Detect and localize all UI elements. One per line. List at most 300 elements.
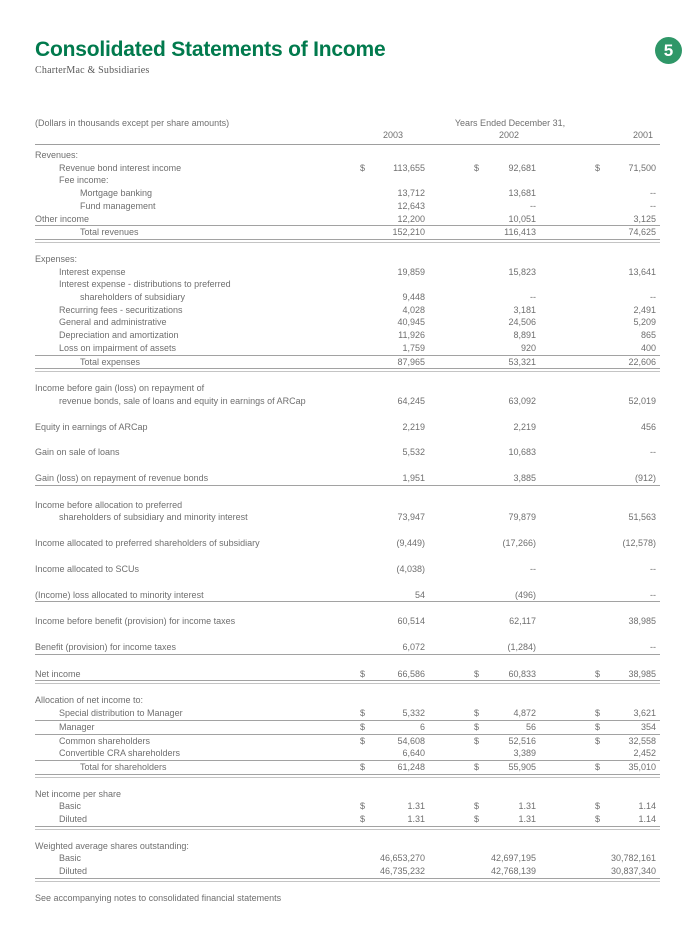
row-values bbox=[360, 356, 660, 369]
value-cell bbox=[595, 668, 656, 681]
table-row bbox=[35, 316, 660, 329]
table-rows bbox=[35, 149, 660, 879]
dollar-sign: $ bbox=[360, 162, 366, 173]
dollar-sign: $ bbox=[595, 735, 601, 746]
value-cell bbox=[474, 721, 536, 734]
row-label: Diluted bbox=[59, 866, 88, 877]
row-values bbox=[360, 266, 660, 279]
table-row bbox=[35, 615, 660, 628]
row-label: Fee income: bbox=[59, 175, 109, 186]
value-cell bbox=[360, 446, 425, 459]
cell-value: 2,219 bbox=[513, 421, 536, 432]
cell-value: 920 bbox=[520, 342, 536, 353]
value-cell bbox=[360, 226, 425, 239]
page-title: Consolidated Statements of Income bbox=[35, 38, 386, 61]
value-cell bbox=[360, 813, 425, 826]
row-values bbox=[360, 800, 660, 813]
table-row bbox=[35, 356, 660, 370]
value-cell bbox=[360, 187, 425, 200]
value-cell bbox=[360, 735, 425, 748]
dollar-sign: $ bbox=[360, 801, 366, 812]
table-row bbox=[35, 162, 660, 175]
dollar-sign: $ bbox=[595, 668, 601, 679]
cell-value: 1.31 bbox=[407, 801, 425, 812]
page-number: 5 bbox=[663, 40, 674, 60]
row-values bbox=[360, 329, 660, 342]
value-cell bbox=[595, 641, 656, 654]
value-cell bbox=[595, 162, 656, 175]
row-values bbox=[360, 641, 660, 654]
row-values bbox=[360, 304, 660, 317]
table-header-row bbox=[35, 118, 660, 129]
cell-value: 30,837,340 bbox=[610, 866, 656, 877]
cell-value: -- bbox=[650, 589, 656, 600]
dollar-sign: $ bbox=[474, 162, 480, 173]
row-values bbox=[360, 865, 660, 878]
cell-value: 3,181 bbox=[513, 304, 536, 315]
value-cell bbox=[595, 747, 656, 760]
row-values bbox=[360, 342, 660, 355]
dollar-sign: $ bbox=[360, 761, 366, 772]
table-row bbox=[35, 499, 660, 512]
row-label: Income before allocation to preferred bbox=[35, 499, 183, 510]
row-label: Fund management bbox=[80, 200, 156, 211]
dollar-sign: $ bbox=[474, 735, 480, 746]
row-label: Special distribution to Manager bbox=[59, 708, 183, 719]
value-cell bbox=[474, 852, 536, 865]
row-values bbox=[360, 213, 660, 226]
year-column-header-2003: 2003 bbox=[382, 130, 403, 140]
row-label: revenue bonds, sale of loans and equity in earnings of ARCap bbox=[59, 395, 306, 406]
cell-value: 53,321 bbox=[508, 356, 536, 367]
value-cell bbox=[474, 615, 536, 628]
row-label: Total expenses bbox=[80, 356, 141, 367]
cell-value: 60,833 bbox=[508, 668, 536, 679]
row-values bbox=[360, 707, 660, 720]
cell-value: 3,885 bbox=[513, 473, 536, 484]
value-cell bbox=[360, 316, 425, 329]
row-label: Income before gain (loss) on repayment of bbox=[35, 383, 205, 394]
cell-value: 11,926 bbox=[398, 330, 425, 341]
cell-value: 10,051 bbox=[508, 213, 536, 224]
row-label: Income allocated to SCUs bbox=[35, 563, 140, 574]
cell-value: 56 bbox=[525, 721, 536, 732]
value-cell bbox=[474, 446, 536, 459]
cell-value: 35,010 bbox=[628, 761, 656, 772]
dollar-sign: $ bbox=[360, 708, 366, 719]
cell-value: 87,965 bbox=[397, 356, 425, 367]
value-cell bbox=[360, 213, 425, 226]
cell-value: 51,563 bbox=[628, 512, 656, 523]
row-label: (Income) loss allocated to minority interest bbox=[35, 589, 204, 600]
table-row bbox=[35, 813, 660, 827]
table-row bbox=[35, 852, 660, 865]
cell-value: (4,038) bbox=[396, 563, 425, 574]
table-row bbox=[35, 761, 660, 775]
value-cell bbox=[474, 511, 536, 524]
table-row bbox=[35, 304, 660, 317]
value-cell bbox=[474, 472, 536, 485]
cell-value: 116,413 bbox=[504, 227, 536, 238]
dollar-sign: $ bbox=[595, 721, 601, 732]
cell-value: (12,578) bbox=[622, 538, 656, 549]
period-header: Years Ended December 31, bbox=[454, 118, 566, 128]
cell-value: 152,210 bbox=[392, 227, 425, 238]
cell-value: 62,117 bbox=[509, 616, 536, 627]
row-label: Basic bbox=[59, 801, 82, 812]
value-cell bbox=[595, 304, 656, 317]
value-cell bbox=[360, 721, 425, 734]
table-row bbox=[35, 278, 660, 291]
cell-value: 12,643 bbox=[397, 200, 425, 211]
row-values bbox=[360, 747, 660, 760]
cell-value: 60,514 bbox=[397, 616, 425, 627]
value-cell bbox=[474, 316, 536, 329]
cell-value: 10,683 bbox=[508, 447, 536, 458]
value-cell bbox=[360, 707, 425, 720]
value-cell bbox=[474, 304, 536, 317]
dollar-sign: $ bbox=[474, 801, 480, 812]
table-row bbox=[35, 840, 660, 853]
cell-value: 61,248 bbox=[397, 761, 425, 772]
year-column-header-2001: 2001 bbox=[632, 130, 653, 140]
cell-value: 5,209 bbox=[633, 317, 656, 328]
table-row bbox=[35, 800, 660, 813]
row-label: Total for shareholders bbox=[80, 761, 167, 772]
table-row bbox=[35, 200, 660, 213]
cell-value: 1.14 bbox=[638, 814, 656, 825]
cell-value: 456 bbox=[640, 421, 656, 432]
value-cell bbox=[360, 472, 425, 485]
cell-value: 71,500 bbox=[628, 162, 656, 173]
row-label: Interest expense - distributions to preferred bbox=[59, 279, 231, 290]
table-row bbox=[35, 589, 660, 603]
table-row bbox=[35, 472, 660, 486]
row-label: Gain on sale of loans bbox=[35, 447, 120, 458]
year-header-row bbox=[35, 129, 660, 145]
dollar-sign: $ bbox=[595, 162, 601, 173]
cell-value: 6 bbox=[419, 721, 425, 732]
page-header bbox=[35, 38, 682, 76]
value-cell bbox=[595, 721, 656, 734]
table-row bbox=[35, 446, 660, 459]
cell-value: 9,448 bbox=[402, 292, 425, 303]
row-values bbox=[360, 316, 660, 329]
cell-value: -- bbox=[650, 563, 656, 574]
dollar-sign: $ bbox=[474, 708, 480, 719]
cell-value: 24,506 bbox=[508, 317, 536, 328]
cell-value: 1,759 bbox=[402, 342, 425, 353]
value-cell bbox=[595, 329, 656, 342]
row-label: Basic bbox=[59, 853, 82, 864]
value-cell bbox=[474, 395, 536, 408]
table-row bbox=[35, 735, 660, 748]
cell-value: (17,266) bbox=[502, 538, 536, 549]
row-label: Diluted bbox=[59, 814, 88, 825]
year-header-spacer bbox=[35, 129, 338, 142]
table-row bbox=[35, 721, 660, 735]
income-statement-table bbox=[35, 118, 660, 903]
row-label: Weighted average shares outstanding: bbox=[35, 840, 189, 851]
row-values bbox=[360, 852, 660, 865]
table-row bbox=[35, 342, 660, 356]
cell-value: 30,782,161 bbox=[610, 853, 656, 864]
year-column-header-2002: 2002 bbox=[498, 130, 519, 140]
value-cell bbox=[474, 356, 536, 369]
value-cell bbox=[474, 329, 536, 342]
row-values bbox=[360, 761, 660, 774]
cell-value: 46,653,270 bbox=[379, 853, 425, 864]
row-values bbox=[360, 537, 660, 550]
dollar-sign: $ bbox=[360, 735, 366, 746]
cell-value: 400 bbox=[640, 342, 656, 353]
value-cell bbox=[360, 304, 425, 317]
row-label: shareholders of subsidiary and minority interest bbox=[59, 512, 248, 523]
table-row bbox=[35, 253, 660, 266]
table-row bbox=[35, 226, 660, 240]
row-label: Common shareholders bbox=[59, 735, 151, 746]
dollar-sign: $ bbox=[474, 721, 480, 732]
cell-value: 2,491 bbox=[633, 304, 656, 315]
page-subtitle: CharterMac & Subsidiaries bbox=[35, 65, 150, 76]
value-cell bbox=[474, 200, 536, 213]
value-cell bbox=[360, 395, 425, 408]
row-label: Manager bbox=[59, 721, 95, 732]
value-cell bbox=[360, 865, 425, 878]
value-cell bbox=[595, 865, 656, 878]
cell-value: 6,072 bbox=[402, 641, 425, 652]
value-cell bbox=[474, 537, 536, 550]
value-cell bbox=[360, 537, 425, 550]
table-row bbox=[35, 747, 660, 761]
cell-value: 5,332 bbox=[402, 708, 425, 719]
row-values bbox=[360, 446, 660, 459]
value-cell bbox=[474, 641, 536, 654]
value-cell bbox=[474, 865, 536, 878]
value-cell bbox=[595, 316, 656, 329]
cell-value: -- bbox=[530, 200, 536, 211]
cell-value: 74,625 bbox=[628, 227, 656, 238]
cell-value: -- bbox=[530, 563, 536, 574]
row-values bbox=[360, 563, 660, 576]
cell-value: 66,586 bbox=[397, 668, 425, 679]
cell-value: 52,019 bbox=[628, 395, 656, 406]
value-cell bbox=[474, 668, 536, 681]
cell-value: 8,891 bbox=[513, 330, 536, 341]
value-cell bbox=[360, 589, 425, 602]
value-cell bbox=[360, 800, 425, 813]
cell-value: 54 bbox=[414, 589, 425, 600]
value-cell bbox=[595, 472, 656, 485]
table-row bbox=[35, 563, 660, 576]
value-cell bbox=[360, 162, 425, 175]
dollar-sign: $ bbox=[474, 814, 480, 825]
value-cell bbox=[595, 813, 656, 826]
cell-value: 3,389 bbox=[513, 748, 536, 759]
units-note: (Dollars in thousands except per share amounts) bbox=[35, 118, 230, 128]
cell-value: 92,681 bbox=[508, 162, 536, 173]
row-label: Convertible CRA shareholders bbox=[59, 748, 181, 759]
value-cell bbox=[595, 511, 656, 524]
table-row bbox=[35, 668, 660, 682]
row-values bbox=[360, 668, 660, 681]
cell-value: 1.31 bbox=[518, 801, 536, 812]
value-cell bbox=[595, 563, 656, 576]
value-cell bbox=[474, 291, 536, 304]
value-cell bbox=[360, 615, 425, 628]
value-cell bbox=[595, 395, 656, 408]
row-values bbox=[360, 813, 660, 826]
cell-value: 2,219 bbox=[402, 421, 425, 432]
cell-value: 73,947 bbox=[397, 512, 425, 523]
cell-value: 6,640 bbox=[402, 748, 425, 759]
cell-value: 19,859 bbox=[397, 266, 425, 277]
row-values bbox=[360, 615, 660, 628]
cell-value: 13,681 bbox=[508, 188, 536, 199]
value-cell bbox=[595, 537, 656, 550]
cell-value: -- bbox=[650, 188, 656, 199]
cell-value: 4,872 bbox=[513, 708, 536, 719]
cell-value: -- bbox=[650, 447, 656, 458]
cell-value: -- bbox=[530, 292, 536, 303]
row-label: Recurring fees - securitizations bbox=[59, 304, 183, 315]
value-cell bbox=[474, 589, 536, 602]
row-values bbox=[360, 162, 660, 175]
row-label: Equity in earnings of ARCap bbox=[35, 421, 148, 432]
value-cell bbox=[360, 421, 425, 434]
row-label: Interest expense bbox=[59, 266, 126, 277]
table-row bbox=[35, 511, 660, 524]
row-label: Net income bbox=[35, 668, 81, 679]
dollar-sign: $ bbox=[595, 761, 601, 772]
value-cell bbox=[595, 226, 656, 239]
row-label: Loss on impairment of assets bbox=[59, 342, 177, 353]
table-row bbox=[35, 329, 660, 342]
table-row bbox=[35, 537, 660, 550]
row-label: Gain (loss) on repayment of revenue bonds bbox=[35, 473, 209, 484]
cell-value: 3,125 bbox=[633, 213, 656, 224]
row-label: Other income bbox=[35, 213, 90, 224]
value-cell bbox=[474, 735, 536, 748]
value-cell bbox=[360, 563, 425, 576]
cell-value: 52,516 bbox=[508, 735, 536, 746]
table-row bbox=[35, 174, 660, 187]
value-cell bbox=[595, 735, 656, 748]
row-label: shareholders of subsidiary bbox=[80, 292, 186, 303]
cell-value: 2,452 bbox=[633, 748, 656, 759]
cell-value: 865 bbox=[640, 330, 656, 341]
dollar-sign: $ bbox=[360, 721, 366, 732]
row-values bbox=[360, 511, 660, 524]
cell-value: 354 bbox=[640, 721, 656, 732]
table-row bbox=[35, 395, 660, 408]
value-cell bbox=[474, 187, 536, 200]
value-cell bbox=[595, 291, 656, 304]
cell-value: (496) bbox=[514, 589, 536, 600]
value-cell bbox=[474, 707, 536, 720]
table-row bbox=[35, 788, 660, 801]
row-values bbox=[360, 395, 660, 408]
value-cell bbox=[474, 226, 536, 239]
row-values bbox=[360, 472, 660, 485]
cell-value: 46,735,232 bbox=[379, 866, 425, 877]
value-cell bbox=[474, 761, 536, 774]
row-values bbox=[360, 226, 660, 239]
value-cell bbox=[474, 563, 536, 576]
table-row bbox=[35, 187, 660, 200]
table-row bbox=[35, 382, 660, 395]
value-cell bbox=[595, 800, 656, 813]
cell-value: 38,985 bbox=[628, 668, 656, 679]
cell-value: 4,028 bbox=[402, 304, 425, 315]
cell-value: 1.31 bbox=[407, 814, 425, 825]
value-cell bbox=[595, 266, 656, 279]
value-cell bbox=[595, 200, 656, 213]
value-cell bbox=[595, 761, 656, 774]
cell-value: 64,245 bbox=[397, 395, 425, 406]
value-cell bbox=[595, 213, 656, 226]
dollar-sign: $ bbox=[360, 668, 366, 679]
cell-value: 38,985 bbox=[628, 616, 656, 627]
table-row bbox=[35, 291, 660, 304]
table-row bbox=[35, 213, 660, 227]
cell-value: 42,768,139 bbox=[490, 866, 536, 877]
cell-value: 63,092 bbox=[508, 395, 536, 406]
value-cell bbox=[360, 266, 425, 279]
row-label: General and administrative bbox=[59, 317, 167, 328]
value-cell bbox=[595, 421, 656, 434]
row-values bbox=[360, 589, 660, 602]
value-cell bbox=[474, 747, 536, 760]
table-row bbox=[35, 421, 660, 434]
dollar-sign: $ bbox=[474, 668, 480, 679]
cell-value: -- bbox=[650, 292, 656, 303]
value-cell bbox=[595, 707, 656, 720]
value-cell bbox=[360, 291, 425, 304]
value-cell bbox=[595, 615, 656, 628]
row-label: Allocation of net income to: bbox=[35, 695, 144, 706]
row-label: Benefit (provision) for income taxes bbox=[35, 641, 177, 652]
table-row bbox=[35, 694, 660, 707]
value-cell bbox=[595, 852, 656, 865]
value-cell bbox=[474, 266, 536, 279]
value-cell bbox=[474, 421, 536, 434]
dollar-sign: $ bbox=[595, 801, 601, 812]
row-label: Depreciation and amortization bbox=[59, 330, 179, 341]
value-cell bbox=[360, 761, 425, 774]
cell-value: 3,621 bbox=[633, 708, 656, 719]
value-cell bbox=[360, 747, 425, 760]
value-cell bbox=[474, 162, 536, 175]
cell-value: 54,608 bbox=[397, 735, 425, 746]
cell-value: (1,284) bbox=[507, 641, 536, 652]
footnote: See accompanying notes to consolidated financial statements bbox=[35, 892, 282, 903]
cell-value: -- bbox=[650, 641, 656, 652]
value-cell bbox=[595, 589, 656, 602]
cell-value: 22,606 bbox=[628, 356, 656, 367]
value-cell bbox=[360, 852, 425, 865]
cell-value: 32,558 bbox=[628, 735, 656, 746]
row-label: Income before benefit (provision) for income taxes bbox=[35, 616, 236, 627]
dollar-sign: $ bbox=[595, 708, 601, 719]
cell-value: 42,697,195 bbox=[490, 853, 536, 864]
dollar-sign: $ bbox=[360, 814, 366, 825]
value-cell bbox=[595, 342, 656, 355]
table-row bbox=[35, 641, 660, 655]
row-values bbox=[360, 291, 660, 304]
value-cell bbox=[474, 342, 536, 355]
table-row bbox=[35, 266, 660, 279]
